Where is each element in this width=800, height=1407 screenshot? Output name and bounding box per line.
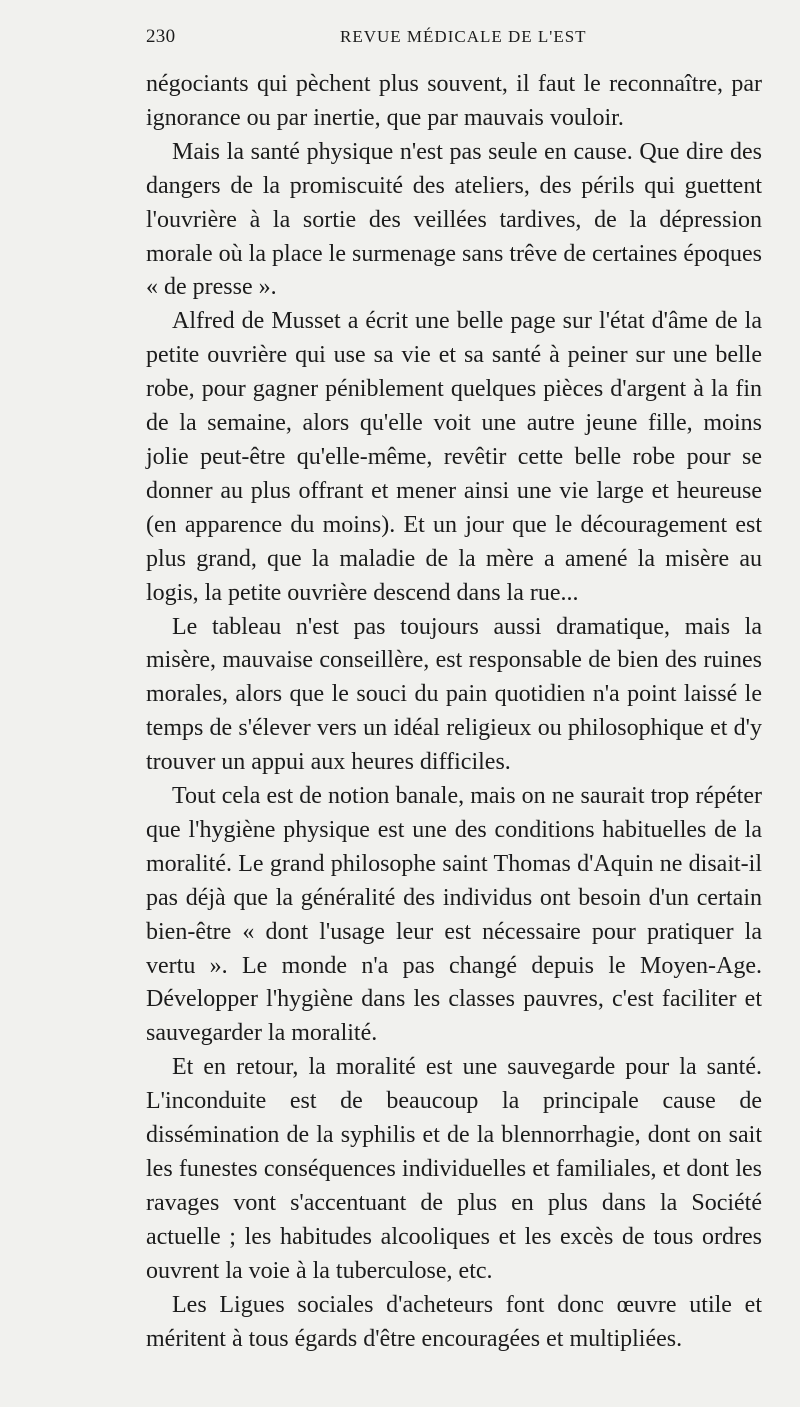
paragraph: Et en retour, la moralité est une sauvegarde pour la santé. L'inconduite est de beaucoup la principale cause de dissémination de la syphilis et de la blennorrhagie, dont on sait les funestes conséquences individuelles et familiales, et dont les ravages vont s'accentuant de plus en plus dans la Société actuelle ; les habitudes alcooliques et les excès de tous ordres ouvrent la voie à la tuberculose, etc. — [146, 1054, 762, 1284]
paragraph: Les Ligues sociales d'acheteurs font donc œuvre utile et méritent à tous égards d'être encouragées et multipliées. — [146, 1291, 762, 1352]
page-number: 230 — [146, 26, 176, 47]
paragraph-continued: négociants qui pèchent plus souvent, il faut le reconnaître, par ignorance ou par inertie, que par mauvais vouloir. — [146, 71, 762, 131]
paragraph: Alfred de Musset a écrit une belle page sur l'état d'âme de la petite ouvrière qui use sa vie et sa santé à peiner sur une belle robe, pour gagner péniblement quelques pièces d'argent à la fin de la semaine, alors qu'elle voit une autre jeune fille, moins jolie peut-être qu'elle-même, revêtir cette belle robe pour se donner au plus offrant et mener ainsi une vie large et heureuse (en apparence du moins). Et un jour que le découragement est plus grand, que la maladie de la mère a amené la misère au logis, la petite ouvrière descend dans la rue... — [146, 308, 762, 606]
paragraph: Tout cela est de notion banale, mais on ne saurait trop répéter que l'hygiène physique est une des conditions habituelles de la moralité. Le grand philosophe saint Thomas d'Aquin ne disait-il pas déjà que la généralité des individus ont besoin d'un certain bien-être « dont l'usage leur est nécessaire pour pratiquer la vertu ». Le monde n'a pas changé depuis le Moyen-Age. Développer l'hygiène dans les classes pauvres, c'est faciliter et sauvegarder la moralité. — [146, 783, 762, 1047]
body-text — [146, 68, 762, 1356]
paragraph: Le tableau n'est pas toujours aussi dramatique, mais la misère, mauvaise conseillère, est responsable de bien des ruines morales, alors que le souci du pain quotidien n'a point laissé le temps de s'élever vers un idéal religieux ou philosophique et d'y trouver un appui aux heures difficiles. — [146, 613, 762, 776]
journal-title: REVUE MÉDICALE DE L'EST — [340, 27, 587, 46]
running-head — [146, 26, 762, 66]
paragraph: Mais la santé physique n'est pas seule en cause. Que dire des dangers de la promiscuité des ateliers, des périls qui guettent l'ouvrière à la sortie des veillées tardives, de la dépression morale où la place le surmenage sans trêve de certaines époques « de presse ». — [146, 138, 762, 301]
